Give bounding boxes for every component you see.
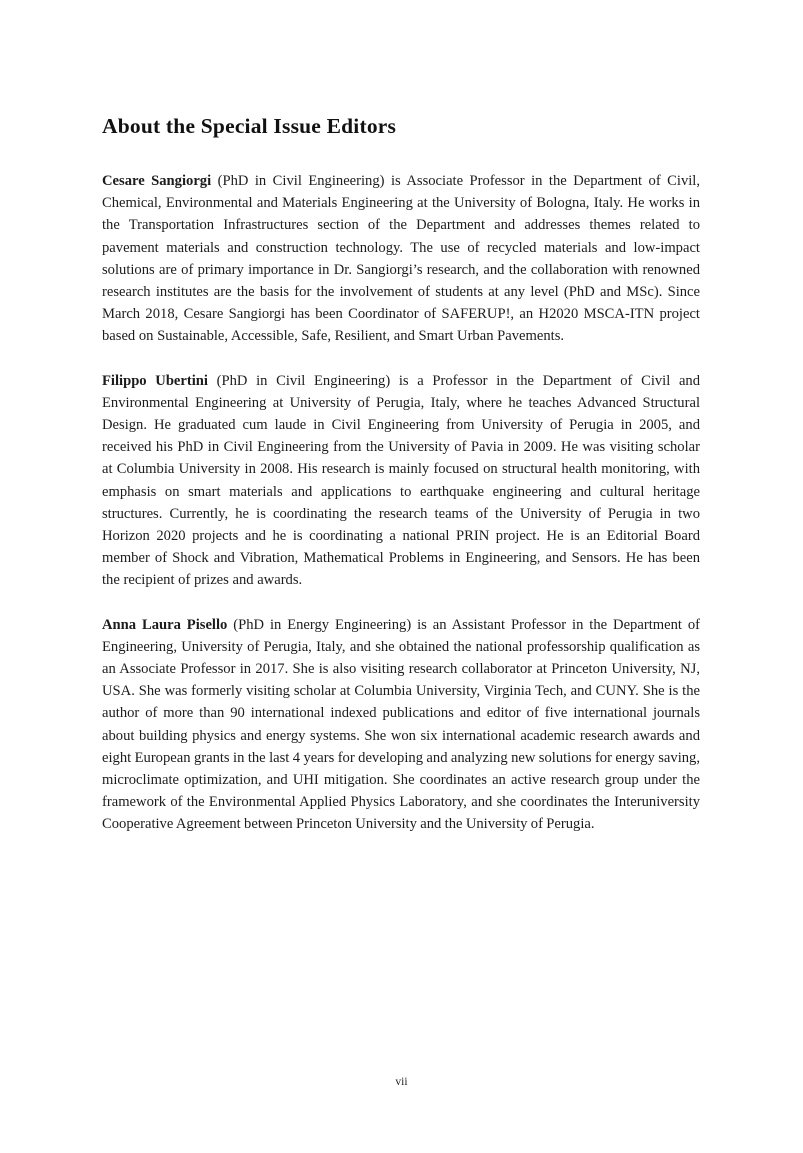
page-number: vii [395, 1076, 408, 1088]
editor-bio-text: (PhD in Energy Engineering) is an Assistant Professor in the Department of Engineering, University of Perugia, Italy, and she obtained the national professorship qualification as an Associate Professor in 2017. She is also visiting research collaborator at Princeton University, NJ, USA. She was formerly visiting scholar at Columbia University, Virginia Tech, and CUNY. She is the author of more than 90 international indexed publications and editor of five international journals about building physics and energy systems. She won six international academic research awards and eight European grants in the last 4 years for developing and analyzing new solutions for energy saving, microclimate optimization, and UHI mitigation. She coordinates an active research group under the framework of the Environmental Applied Physics Laboratory, and she coordinates the Interuniversity Cooperative Agreement between Princeton University and the University of Perugia. [102, 616, 700, 833]
editor-bio-text: (PhD in Civil Engineering) is a Professor in the Department of Civil and Environmental Engineering at University of Perugia, Italy, where he teaches Advanced Structural Design. He graduated cum laude in Civil Engineering from University of Perugia in 2005, and received his PhD in Civil Engineering from the University of Pavia in 2009. He was visiting scholar at Columbia University in 2008. His research is mainly focused on structural health monitoring, with emphasis on smart materials and applications to earthquake engineering and cultural heritage structures. Currently, he is coordinating the research teams of the University of Perugia in two Horizon 2020 projects and he is coordinating a national PRIN project. He is an Editorial Board member of Shock and Vibration, Mathematical Problems in Engineering, and Sensors. He has been the recipient of prizes and awards. [102, 372, 701, 589]
editor-bio-paragraph [102, 370, 700, 592]
editor-bio-text: (PhD in Civil Engineering) is Associate Professor in the Department of Civil, Chemical, Environmental and Materials Engineering at the University of Bologna, Italy. He works in the Transportation Infrastructures section of the Department and addresses themes related to pavement materials and construction technology. The use of recycled materials and low-impact solutions are of primary importance in Dr. Sangiorgi’s research, and the collaboration with renowned research institutes are the basis for the involvement of students at any level (PhD and MSc). Since March 2018, Cesare Sangiorgi has been Coordinator of SAFERUP!, an H2020 MSCA-ITN project based on Sustainable, Accessible, Safe, Resilient, and Smart Urban Pavements. [102, 173, 700, 345]
page-title: About the Special Issue Editors [102, 114, 397, 138]
editor-bio-paragraph [102, 614, 700, 836]
editor-bio-paragraph [102, 170, 700, 348]
page-content [102, 112, 700, 836]
editor-name: Cesare Sangiorgi [102, 173, 212, 189]
editor-name: Anna Laura Pisello [102, 616, 228, 633]
editor-name: Filippo Ubertini [102, 372, 208, 389]
